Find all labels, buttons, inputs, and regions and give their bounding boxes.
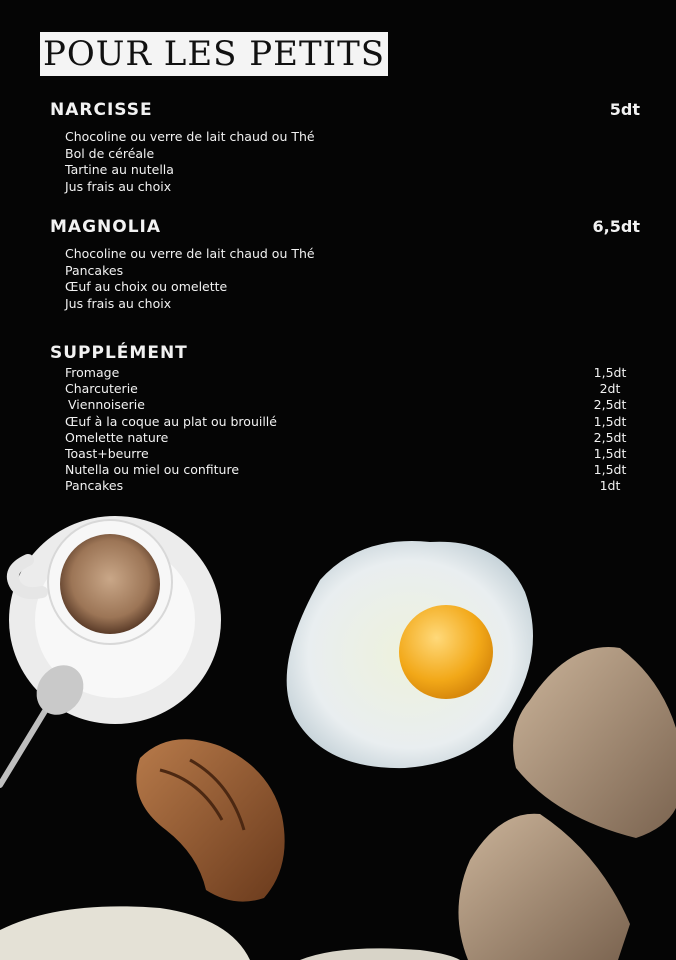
menu-name: MAGNOLIA [50,217,162,237]
menu-items [65,246,640,312]
menu-item: Tartine au nutella [65,162,174,177]
supplement-price: 1,5dt [593,462,627,478]
supplement-row [65,414,630,430]
menu-narcisse [50,100,640,195]
supplement-row [65,446,630,462]
supplement-name: Omelette nature [65,429,169,445]
supplement-price: 1,5dt [593,446,627,462]
supplement-name: Œuf à la coque au plat ou brouillé [65,413,277,429]
supplement-name: Pancakes [65,478,124,494]
supplement-price: 2,5dt [593,397,627,413]
supplement-name: Nutella ou miel ou confiture [65,462,240,478]
spoon-icon [0,656,93,785]
breakfast-photo [0,500,676,960]
menu-item: Bol de céréale [65,145,155,161]
supplement-name: Viennoiserie [68,397,145,413]
menu-magnolia [50,217,640,312]
supplement-row [65,430,630,446]
supplement-list [65,365,630,495]
supplement-row [65,381,630,397]
supplement-title: SUPPLÉMENT [50,343,188,363]
menu-item: Pancakes [65,262,124,278]
supplement-price: 1dt [599,478,621,494]
cloth-icon [0,906,460,960]
menu-items [65,129,640,195]
supplement-row [65,478,630,494]
menu-item: Œuf au choix ou omelette [65,279,228,294]
supplement-row [65,462,630,478]
fried-egg-icon [287,541,533,768]
croissant-icon [136,739,284,901]
supplement-row [65,397,630,413]
supplement-price: 2dt [599,381,621,397]
menu-price: 5dt [609,100,640,119]
page-title: POUR LES PETITS [40,32,388,76]
menu-item: Chocoline ou verre de lait chaud ou Thé [65,129,315,144]
supplement-price: 1,5dt [593,413,627,429]
menu-item: Jus frais au choix [65,178,172,194]
supplement-name: Toast+beurre [65,446,149,462]
menu-item: Jus frais au choix [65,295,172,311]
supplement-price: 1,5dt [593,365,627,380]
supplement-row [65,365,630,381]
supplement-name: Charcuterie [65,381,138,397]
supplement-section [50,343,640,495]
menu-item: Chocoline ou verre de lait chaud ou Thé [65,246,315,261]
menu-price: 6,5dt [592,217,640,236]
menu-name: NARCISSE [50,100,153,120]
supplement-price: 2,5dt [593,429,627,445]
supplement-name: Fromage [65,365,120,380]
